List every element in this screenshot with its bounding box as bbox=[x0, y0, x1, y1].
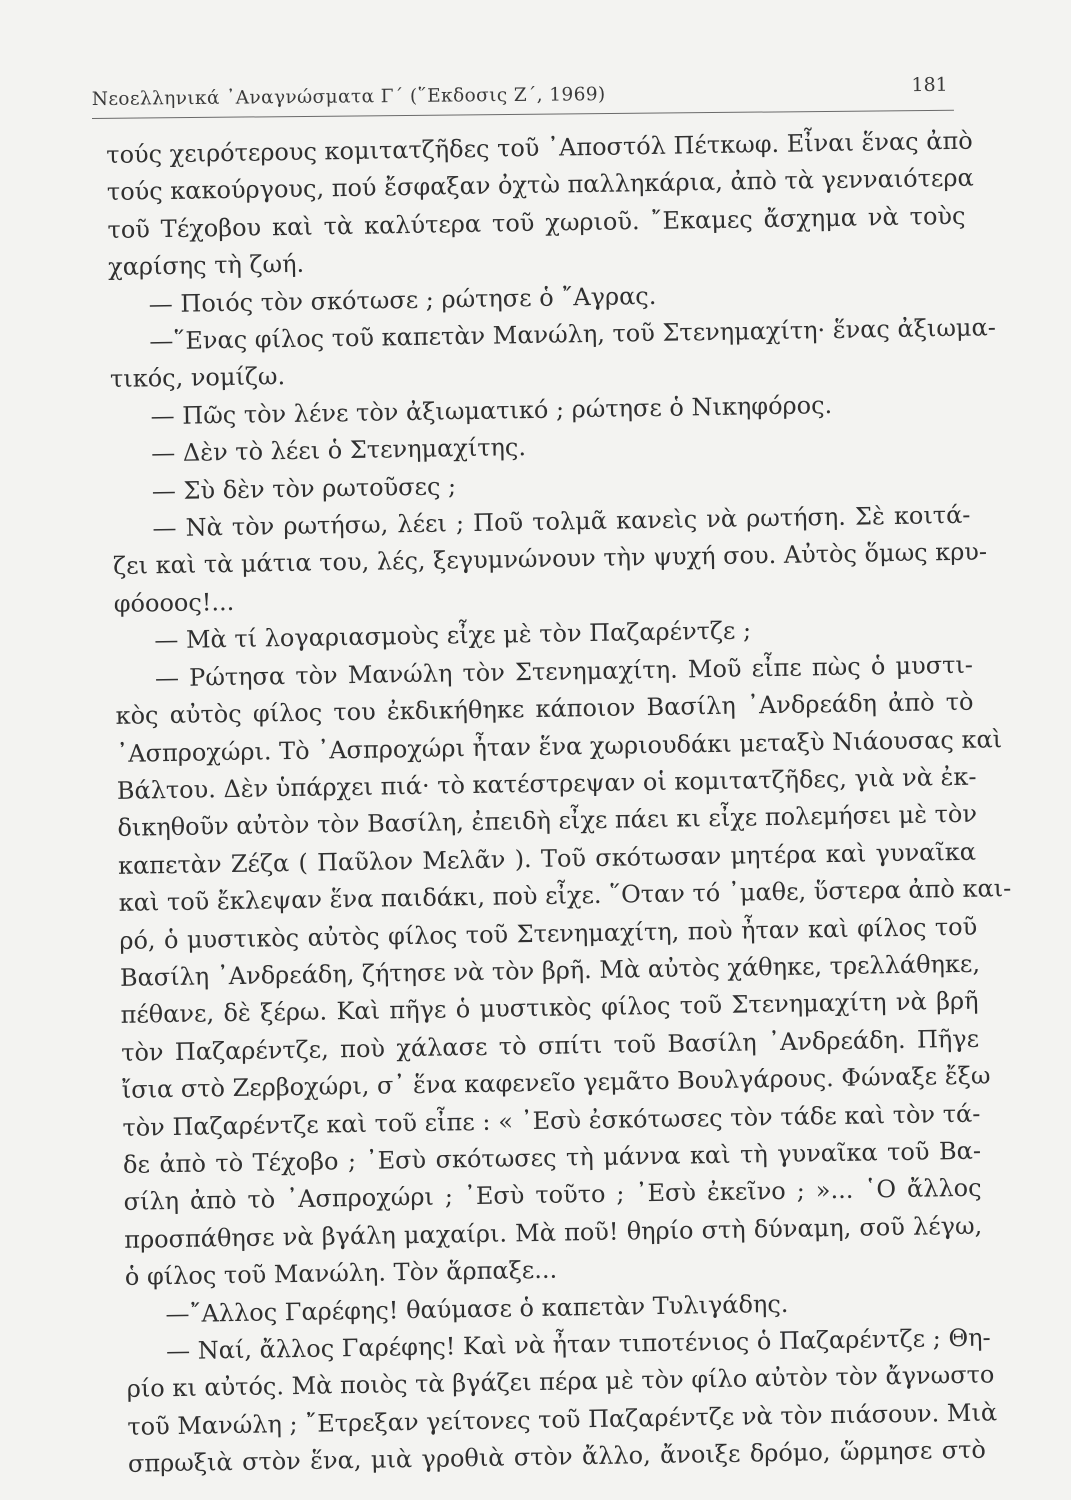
text-line: κὸς αὐτὸς φίλος του ἐκδικήθηκε κάποιον Βασίλη ᾿Ανδρεάδη ἀπὸ τὸ bbox=[115, 687, 974, 731]
dialogue-line: — Ναί, ἄλλος Γαρέφης! Καὶ νὰ ἦταν τιποτένιος ὁ Παζαρέντζε ; Θη- bbox=[165, 1323, 991, 1366]
page-number: 181 bbox=[911, 73, 948, 97]
text-line: τοῦ Τέχοβου καὶ τὰ καλύτερα τοῦ χωριοῦ. ῎Εκαμες ἄσχημα νὰ τοὺς bbox=[107, 201, 966, 244]
text-line: ζει καὶ τὰ μάτια του, λές, ξεγυμνώνουν τὴν ψυχή σου. Αὐτὸς ὅμως κρυ- bbox=[112, 537, 988, 581]
page-header bbox=[92, 66, 954, 119]
dialogue-line: — Νὰ τὸν ρωτήσω, λέει ; Ποῦ τολμᾶ κανεὶς νὰ ρωτήση. Σὲ κοιτά- bbox=[152, 500, 971, 543]
dialogue-line: — Ρώτησα τὸν Μανώλη τὸν Στενημαχίτη. Μοῦ εἶπε πὼς ὁ μυστι- bbox=[154, 650, 974, 692]
text-line: τὸν Παζαρέντζε, ποὺ χάλασε τὸ σπίτι τοῦ Βασίλη ᾿Ανδρεάδη. Πῆγε bbox=[120, 1024, 980, 1067]
text-line: πέθανε, δὲ ξέρω. Καὶ πῆγε ὁ μυστικὸς φίλος τοῦ Στενημαχίτη νὰ βρῆ bbox=[120, 986, 979, 1030]
text-line: τικός, νομίζω. bbox=[109, 362, 286, 394]
dialogue-line: — Μὰ τί λογαριασμοὺς εἶχε μὲ τὸν Παζαρέντζε ; bbox=[154, 616, 752, 655]
text-line: χαρίσης τὴ ζωή. bbox=[107, 249, 305, 282]
text-line: ὁ φίλος τοῦ Μανώλη. Τὸν ἅρπαξε... bbox=[124, 1255, 558, 1292]
text-line: σπρωξιὰ στὸν ἕνα, μιὰ γροθιὰ στὸν ἄλλο, ἄνοιξε δρόμο, ὥρμησε στὸ bbox=[127, 1435, 987, 1479]
dialogue-line: —῞Ενας φίλος τοῦ καπετὰν Μανώλη, τοῦ Στενημαχίτη· ἕνας ἀξιωμα- bbox=[149, 313, 997, 356]
text-line: φόοοος!... bbox=[113, 587, 235, 618]
text-line: ρίο κι αὐτός. Μὰ ποιὸς τὰ βγάζει πέρα μὲ τὸν φίλο αὐτὸν τὸν ἄγνωστο bbox=[126, 1360, 995, 1404]
text-line: σίλη ἀπὸ τὸ ᾿Ασπροχώρι ; ᾿Εσὺ τοῦτο ; ᾿Εσὺ ἐκεῖνο ; »... ῾Ο ἄλλος bbox=[123, 1174, 982, 1217]
text-line: ρό, ὁ μυστικὸς αὐτὸς φίλος τοῦ Στενημαχίτη, ποὺ ἦταν καὶ φίλος τοῦ bbox=[119, 912, 978, 955]
text-line: δε ἀπὸ τὸ Τέχοβο ; ᾿Εσὺ σκότωσες τὴ μάννα καὶ τὴ γυναῖκα τοῦ Βα- bbox=[122, 1136, 982, 1179]
text-line: καὶ τοῦ ἔκλεψαν ἕνα παιδάκι, ποὺ εἶχε. ῞Οταν τό ᾿μαθε, ὕστερα ἀπὸ και- bbox=[118, 874, 1012, 918]
text-line: Βάλτου. Δὲν ὑπάρχει πιά· τὸ κατέστρεψαν οἱ κομιτατζῆδες, γιὰ νὰ ἐκ- bbox=[116, 762, 977, 805]
text-line: τούς κακούργους, πού ἔσφαξαν ὀχτὼ παλληκάρια, ἀπὸ τὰ γενναιότερα bbox=[106, 164, 974, 207]
dialogue-line: — Πῶς τὸν λένε τὸν ἀξιωματικό ; ρώτησε ὁ Νικηφόρος. bbox=[150, 390, 833, 431]
dialogue-line: — Δὲν τὸ λέει ὁ Στενημαχίτης. bbox=[151, 433, 527, 468]
text-line: δικηθοῦν αὐτὸν τὸν Βασίλη, ἐπειδὴ εἶχε πάει κι εἶχε πολεμήσει μὲ τὸν bbox=[117, 799, 978, 843]
text-line: τὸν Παζαρέντζε καὶ τοῦ εἶπε : « ᾿Εσὺ ἐσκότωσες τὸν τάδε καὶ τὸν τά- bbox=[122, 1099, 981, 1142]
text-line: τοῦ Μανώλη ; ῎Ετρεξαν γείτονες τοῦ Παζαρέντζε νὰ τὸν πιάσουν. Μιὰ bbox=[127, 1398, 998, 1441]
dialogue-line: — Ποιός τὸν σκότωσε ; ρώτησε ὁ ῎Αγρας. bbox=[148, 281, 657, 318]
text-line: προσπάθησε νὰ βγάλη μαχαίρι. Μὰ ποῦ! θηρίο στὴ δύναμη, σοῦ λέγω, bbox=[124, 1211, 983, 1254]
text-line: ᾿Ασπροχώρι. Τὸ ᾿Ασπροχώρι ἦταν ἕνα χωριουδάκι μεταξὺ Νιάουσας καὶ bbox=[115, 724, 1003, 768]
body-text bbox=[106, 123, 1012, 1484]
text-line: Βασίλη ᾿Ανδρεάδη, ζήτησε νὰ τὸν βρῆ. Μὰ αὐτὸς χάθηκε, τρελλάθηκε, bbox=[119, 949, 981, 992]
dialogue-line: — Σὺ δὲν τὸν ρωτοῦσες ; bbox=[151, 471, 457, 505]
text-line: ἴσια στὸ Ζερβοχώρι, σ᾿ ἕνα καφενεῖο γεμᾶτο Βουλγάρους. Φώναξε ἔξω bbox=[121, 1061, 991, 1105]
dialogue-line: —῎Αλλος Γαρέφης! θαύμασε ὁ καπετὰν Τυλιγάδης. bbox=[165, 1289, 789, 1328]
running-head: Νεοελληνικά ᾿Αναγνώσματα Γ΄ (῞Εκδοσις Ζ΄, 1969) bbox=[91, 84, 606, 111]
text-line: καπετὰν Ζέζα ( Παῦλον Μελᾶν ). Τοῦ σκότωσαν μητέρα καὶ γυναῖκα bbox=[117, 837, 977, 880]
text-line: τούς χειρότερους κομιτατζῆδες τοῦ ᾿Αποστόλ Πέτκωφ. Εἶναι ἕνας ἀπὸ bbox=[106, 126, 973, 169]
